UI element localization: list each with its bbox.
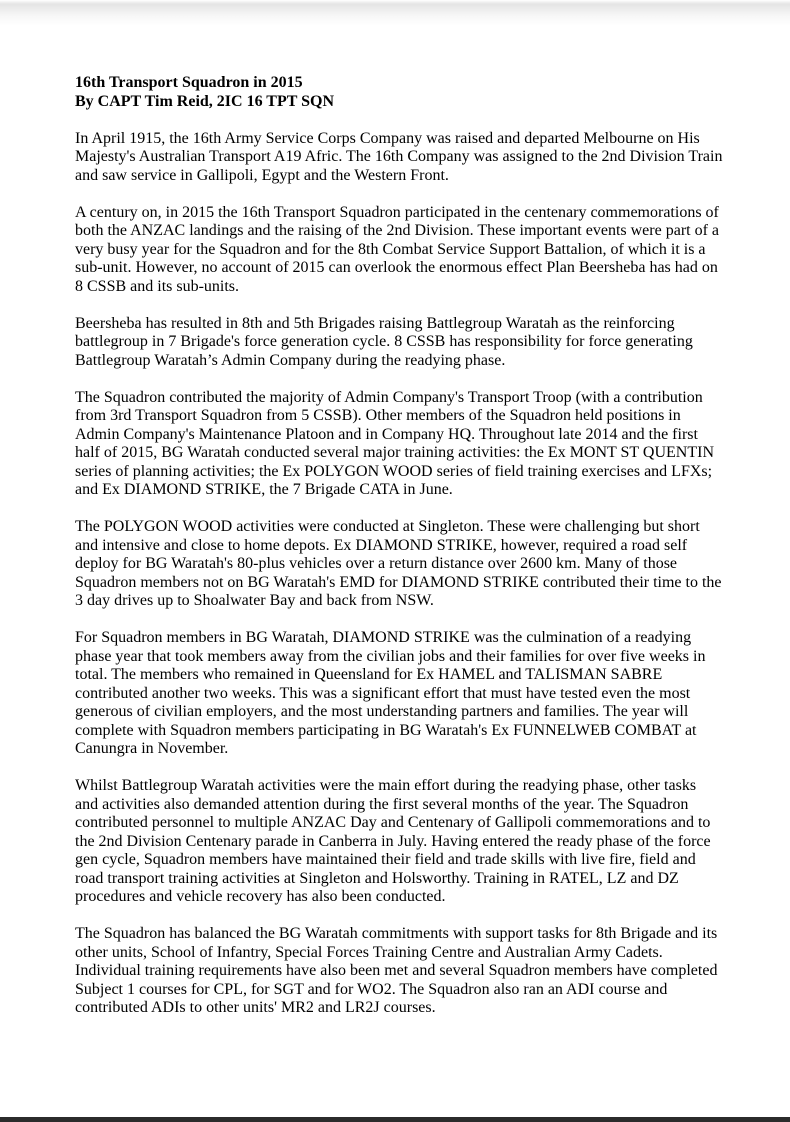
paragraph-history-1915: In April 1915, the 16th Army Service Corps Company was raised and departed Melbourne on His Majesty's Australian Transport A19 Afric. The 16th Company was assigned to the 2nd Division Train and saw service in Gallipoli, Egypt and the Western Front.	[75, 129, 723, 184]
paragraph-other-tasks: Whilst Battlegroup Waratah activities were the main effort during the readying phase, other tasks and activities also demanded attention during the first several months of the year. The Squadron contributed personnel to multiple ANZAC Day and Centenary of Gallipoli commemorations and to the 2nd Division Centenary parade in Canberra in July. Having entered the ready phase of the force gen cycle, Squadron members have maintained their field and trade skills with live fire, field and road transport training activities at Singleton and Holsworthy. Training in RATEL, LZ and DZ procedures and vehicle recovery has also been conducted.	[75, 777, 711, 905]
document-title: 16th Transport Squadron in 2015	[75, 74, 303, 91]
paragraph-training-activities: The Squadron contributed the majority of Admin Company's Transport Troop (with a contribution from 3rd Transport Squadron from 5 CSSB). Other members of the Squadron held positions in Admin Company's Maintenance Platoon and in Company HQ. Throughout late 2014 and the first half of 2015, BG Waratah conducted several major training activities: the Ex MONT ST QUENTIN series of planning activities; the Ex POLYGON WOOD series of field training exercises and LFXs; and Ex DIAMOND STRIKE, the 7 Brigade CATA in June.	[75, 388, 714, 498]
paragraph-beersheba: Beersheba has resulted in 8th and 5th Brigades raising Battlegroup Waratah as the reinforcing battlegroup in 7 Brigade's force generation cycle. 8 CSSB has responsibility for force generating Battlegroup Waratah’s Admin Company during the readying phase.	[75, 314, 693, 369]
document-header	[75, 74, 723, 111]
document-content	[75, 74, 723, 1036]
paragraph-diamond-strike: For Squadron members in BG Waratah, DIAMOND STRIKE was the culmination of a readying phase year that took members away from the civilian jobs and their families for over five weeks in total. The members who remained in Queensland for Ex HAMEL and TALISMAN SABRE contributed another two weeks. This was a significant effort that must have tested even the most generous of civilian employers, and the most understanding partners and families. The year will complete with Squadron members participating in BG Waratah's Ex FUNNELWEB COMBAT at Canungra in November.	[75, 629, 706, 757]
document-byline: By CAPT Tim Reid, 2IC 16 TPT SQN	[75, 92, 335, 110]
paragraph-support-tasks: The Squadron has balanced the BG Waratah commitments with support tasks for 8th Brigade and its other units, School of Infantry, Special Forces Training Centre and Australian Army Cadets. Individual training requirements have also been met and several Squadron members have completed Subject 1 courses for CPL, for SGT and for WO2. The Squadron also ran an ADI course and contributed ADIs to other units' MR2 and LR2J courses.	[75, 925, 718, 1016]
page-top-shadow	[0, 0, 790, 26]
page-bottom-edge	[0, 1117, 790, 1122]
paragraph-polygon-wood: The POLYGON WOOD activities were conducted at Singleton. These were challenging but short and intensive and close to home depots. Ex DIAMOND STRIKE, however, required a road self deploy for BG Waratah's 80-plus vehicles over a return distance over 2600 km. Many of those Squadron members not on BG Waratah's EMD for DIAMOND STRIKE contributed their time to the 3 day drives up to Shoalwater Bay and back from NSW.	[75, 518, 722, 609]
paragraph-centenary: A century on, in 2015 the 16th Transport Squadron participated in the centenary commemorations of both the ANZAC landings and the raising of the 2nd Division. These important events were part of a very busy year for the Squadron and for the 8th Combat Service Support Battalion, of which it is a sub-unit. However, no account of 2015 can overlook the enormous effect Plan Beersheba has had on 8 CSSB and its sub-units.	[75, 203, 720, 295]
